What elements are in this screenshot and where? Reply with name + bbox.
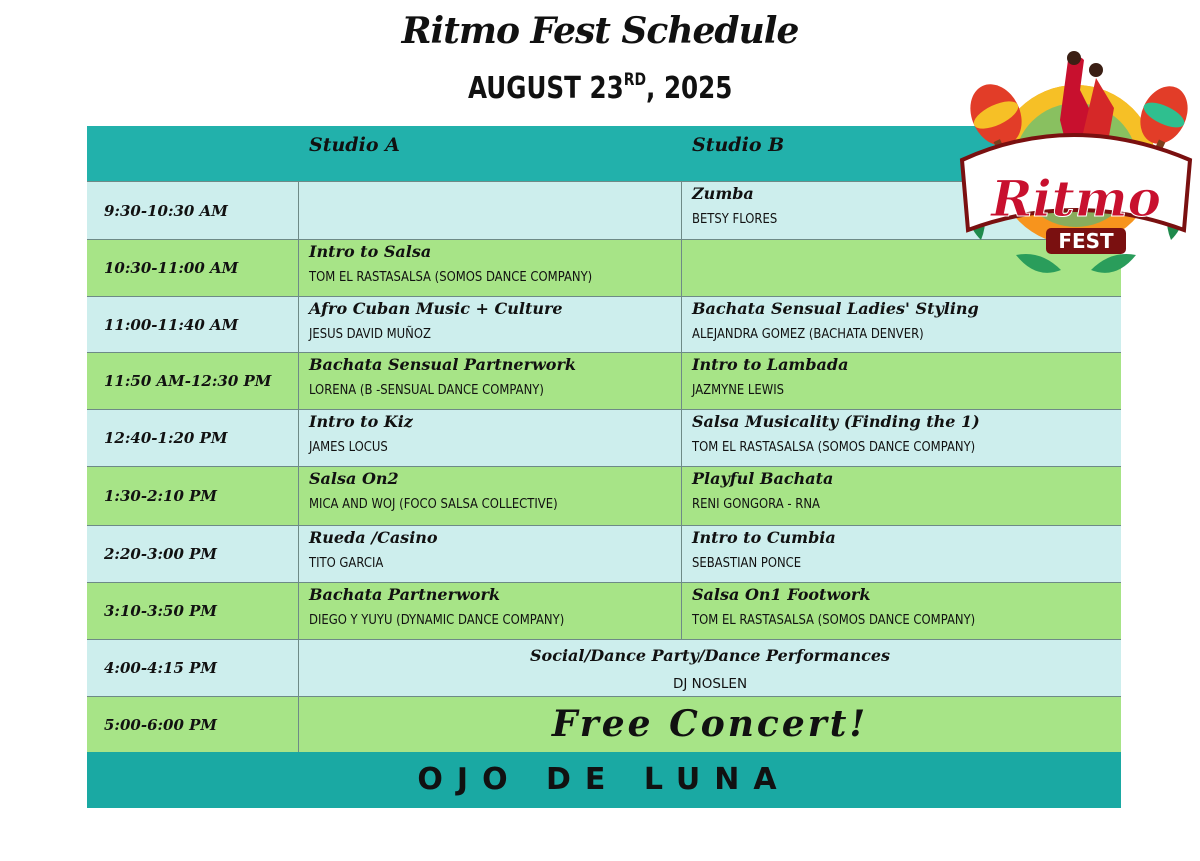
class-name: Bachata Partnerwork [309,585,500,604]
class-name: Salsa On1 Footwork [692,585,871,604]
social-dj: DJ NOSLEN [672,676,748,692]
table-row-social [87,639,1121,696]
class-name: Salsa Musicality (Finding the 1) [692,412,980,431]
class-name: Bachata Sensual Partnerwork [309,355,576,374]
date-year: , 2025 [646,71,733,106]
time-slot: 4:00-4:15 PM [104,659,218,677]
table-row [87,525,1121,582]
instructor-name: BETSY FLORES [692,211,778,227]
instructor-name: DIEGO Y YUYU (DYNAMIC DANCE COMPANY) [309,612,565,628]
logo-word-fest: FEST [1058,229,1114,253]
studio-a-header: Studio A [309,134,400,156]
time-slot: 11:00-11:40 AM [104,315,239,334]
date-main: AUGUST 23 [468,71,624,106]
class-name: Rueda /Casino [309,528,438,547]
page-title: Ritmo Fest Schedule [401,10,799,52]
instructor-name: MICA AND WOJ (FOCO SALSA COLLECTIVE) [309,496,558,512]
class-name: Intro to Kiz [309,412,413,431]
ritmo-fest-logo [956,40,1196,300]
instructor-name: JAMES LOCUS [309,439,388,455]
time-slot: 12:40-1:20 PM [104,429,228,447]
instructor-name: JESUS DAVID MUÑOZ [309,326,431,342]
class-name: Intro to Cumbia [692,528,836,547]
instructor-name: TOM EL RASTASALSA (SOMOS DANCE COMPANY) [309,269,593,285]
instructor-name: TOM EL RASTASALSA (SOMOS DANCE COMPANY) [692,612,976,628]
class-name: Zumba [692,184,754,203]
instructor-name: LORENA (B -SENSUAL DANCE COMPANY) [309,382,544,398]
social-title: Social/Dance Party/Dance Performances [529,646,891,665]
table-row [87,296,1121,352]
instructor-name: ALEJANDRA GOMEZ (BACHATA DENVER) [692,326,924,342]
class-name: Bachata Sensual Ladies' Styling [692,299,979,318]
class-name: Intro to Lambada [692,355,849,374]
time-slot: 2:20-3:00 PM [104,545,218,563]
concert-title: Free Concert! [551,703,869,745]
logo-graphic [956,40,1196,300]
footer-band-banner [87,752,1121,808]
time-slot: 11:50 AM-12:30 PM [104,372,272,390]
band-name: OJO DE LUNA [417,762,791,797]
table-row [87,582,1121,639]
table-row-concert [87,696,1121,752]
instructor-name: TOM EL RASTASALSA (SOMOS DANCE COMPANY) [692,439,976,455]
instructor-name: TITO GARCIA [309,555,384,571]
table-row [87,466,1121,525]
instructor-name: RENI GONGORA - RNA [692,496,820,512]
event-date [468,70,732,106]
time-slot: 1:30-2:10 PM [104,487,218,505]
table-row [87,352,1121,409]
time-slot: 10:30-11:00 AM [104,259,239,277]
instructor-name: JAZMYNE LEWIS [692,382,785,398]
studio-b-header: Studio B [692,134,785,156]
table-row [87,409,1121,466]
date-suffix: RD [623,70,647,90]
time-slot: 9:30-10:30 AM [104,201,228,220]
logo-word-ritmo: Ritmo [991,169,1161,228]
class-name: Intro to Salsa [309,242,432,261]
instructor-name: SEBASTIAN PONCE [692,555,802,571]
class-name: Playful Bachata [692,469,834,488]
class-name: Salsa On2 [309,469,399,488]
time-slot: 3:10-3:50 PM [104,602,218,620]
class-name: Afro Cuban Music + Culture [309,299,563,318]
time-slot: 5:00-6:00 PM [104,715,218,734]
